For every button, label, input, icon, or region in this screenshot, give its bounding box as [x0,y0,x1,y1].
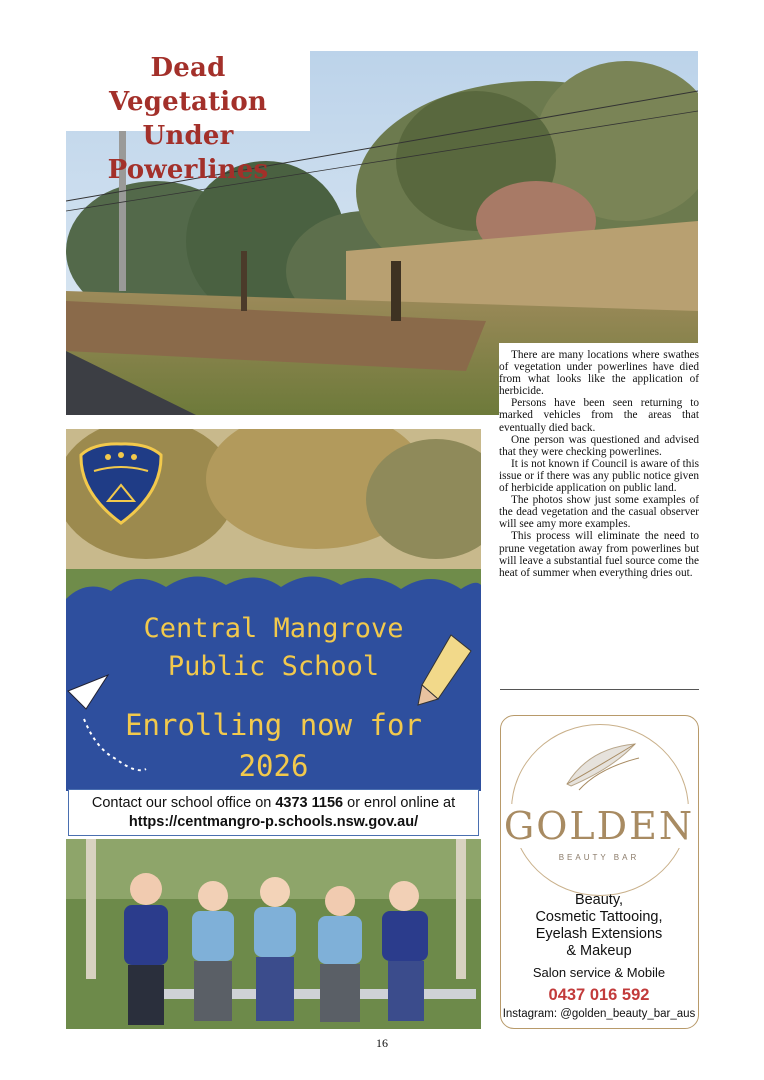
service-line: Eyelash Extensions [535,926,663,942]
school-contact-box [68,789,479,836]
golden-brand-name: GOLDEN [501,804,697,848]
school-crest-icon [78,441,164,525]
article-paragraph: It is not known if Council is aware of this issue or if there was any public notice given of herbicide application on public land. [499,457,699,495]
golden-phone-number[interactable]: 0437 016 592 [548,986,650,1004]
enrol-line-2: 2026 [238,749,309,783]
golden-beauty-bar-advertisement [500,715,699,1029]
instagram-handle[interactable]: Instagram: @golden_beauty_bar_aus [502,1008,696,1020]
divider [500,689,699,690]
page-number: 16 [376,1036,388,1050]
article-paragraph: The photos show just some examples of the dead vegetation and the casual observer will see amy more examples. [499,494,699,531]
school-name-line-1: Central Mangrove [143,613,404,644]
headline-line-1: Dead Vegetation [108,53,268,117]
contact-phone[interactable]: 4373 1156 [275,795,344,811]
school-url-link[interactable]: https://centmangro-p.schools.nsw.gov.au/ [128,814,419,830]
school-name-line-2: Public School [167,651,380,682]
contact-prefix: Contact our school office on [91,795,276,811]
contact-line-1 [69,794,478,813]
article-paragraph: This process will eliminate the need to prune vegetation away from powerlines but will leave a substantial fuel source come the heat of summer when everything dries out. [499,530,699,579]
contact-suffix: or enrol online at [343,795,456,811]
article-paragraph: There are many locations where swathes of vegetation under powerlines have died from what looks like the application of herbicide. [499,349,699,398]
service-line: Cosmetic Tattooing, [535,909,663,925]
headline [66,51,310,185]
article-body [499,343,699,663]
school-advertisement [66,429,481,1029]
golden-brand-subtitle: BEAUTY BAR [558,853,640,862]
article-paragraph: One person was questioned and advised that they were checking powerlines. [499,433,699,458]
service-line: Beauty, [574,892,624,908]
enrol-line-1: Enrolling now for [125,708,422,742]
feather-icon [559,738,643,798]
headline-line-2: Under Powerlines [107,121,269,185]
service-line: & Makeup [566,943,632,959]
article-paragraph: Persons have been seen returning to marked vehicles from the areas that eventually died back. [499,397,699,434]
salon-service-text: Salon service & Mobile [532,965,666,980]
